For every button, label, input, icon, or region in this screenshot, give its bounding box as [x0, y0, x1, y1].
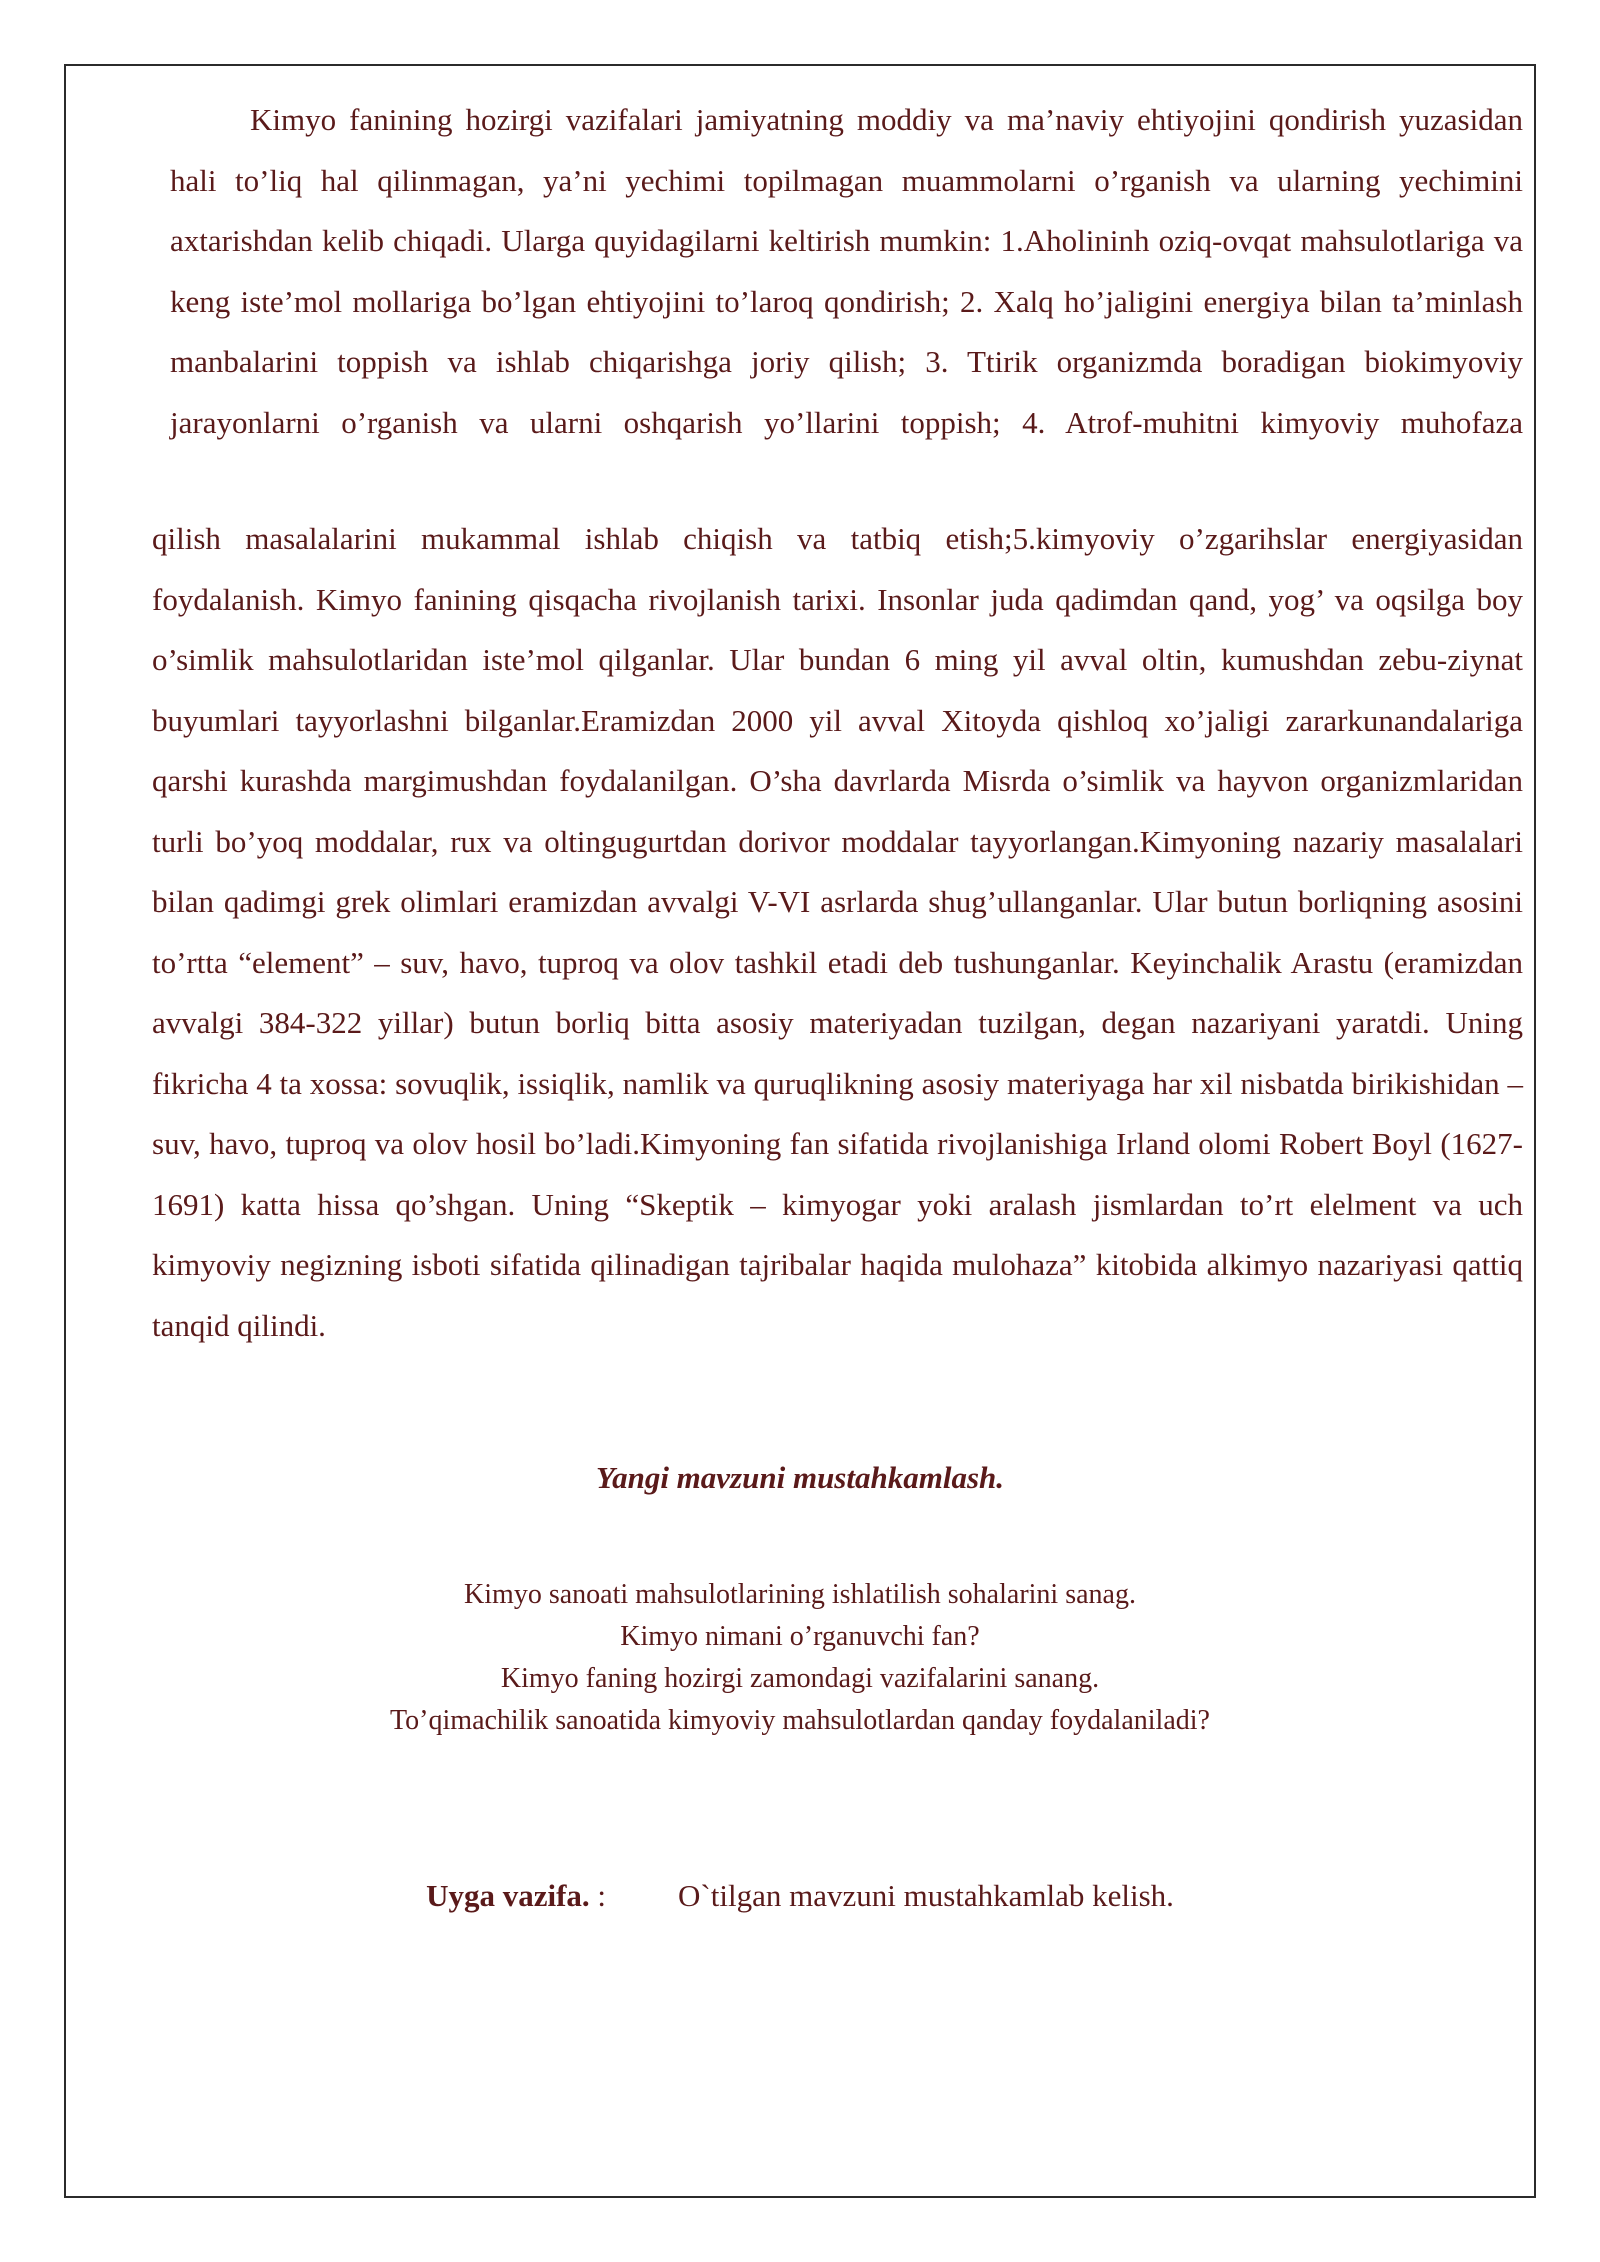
question-item: Kimyo faning hozirgi zamondagi vazifalarini sanang. [500, 1663, 1100, 1694]
homework-text: O`tilgan mavzuni mustahkamlab kelish. [678, 1878, 1174, 1913]
homework-label: Uyga vazifa. [426, 1878, 590, 1913]
homework-line [0, 1878, 1600, 1914]
history-paragraph: qilish masalalarini mukammal ishlab chiqish va tatbiq etish;5.kimyoviy o’zgarihslar energiyasidan foydalanish. Kimyo fanining qisqacha rivojlanish tarixi. Insonlar juda qadimdan qand, yog’ va oqsilga boy o’simlik mahsulotlaridan iste’mol qilganlar. Ular bundan 6 ming yil avval oltin, kumushdan zebu-ziynat buyumlari tayyorlashni bilganlar.Eramizdan 2000 yil avval Xitoyda qishloq xo’jaligi zararkunandalariga qarshi kurashda margimushdan foydalanilgan. O’sha davrlarda Misrda o’simlik va hayvon organizmlaridan turli bo’yoq moddalar, rux va oltingugurtdan dorivor moddalar tayyorlangan.Kimyoning nazariy masalalari bilan qadimgi grek olimlari eramizdan avvalgi V-VI asrlarda shug’ullanganlar. Ular butun borliqning asosini to’rtta “element” – suv, havo, tuproq va olov tashkil etadi deb tushunganlar. Keyinchalik Arastu (eramizdan avvalgi 384-322 yillar) butun borliq bitta asosiy materiyadan tuzilgan, degan nazariyani yaratdi. Uning fikricha 4 ta xossa: sovuqlik, issiqlik, namlik va quruqlikning asosiy materiyaga har xil nisbatda birikishidan – suv, havo, tuproq va olov hosil bo’ladi.Kimyoning fan sifatida rivojlanishiga Irland olomi Robert Boyl (1627-1691) katta hissa qo’shgan. Uning “Skeptik – kimyogar yoki aralash jismlardan to’rt elelment va uch kimyoviy negizning isboti sifatida qilinadigan tajribalar haqida mulohaza” kitobida alkimyo nazariyasi qattiq tanqid qilindi. [152, 521, 1523, 1343]
homework-separator: : [597, 1878, 607, 1913]
review-questions-list [0, 1574, 1600, 1742]
intro-paragraph: Kimyo fanining hozirgi vazifalari jamiyatning moddiy va ma’naviy ehtiyojini qondirish yuzasidan hali to’liq hal qilinmagan, ya’ni yechimi topilmagan muammolarni o’rganish va ularning yechimini axtarishdan kelib chiqadi. Ularga quyidagilarni keltirish mumkin: 1.Aholininh oziq-ovqat mahsulotlariga va keng iste’mol mollariga bo’lgan ehtiyojini to’laroq qondirish; 2. Xalq ho’jaligini energiya bilan ta’minlash manbalarini toppish va ishlab chiqarishga joriy qilish; 3. Ttirik organizmda boradigan biokimyoviy jarayonlarni o’rganish va ularni oshqarish yo’llarini toppish; 4. Atrof-muhitni kimyoviy muhofaza [170, 102, 1523, 440]
question-item: Kimyo nimani o’rganuvchi fan? [620, 1621, 980, 1652]
section-heading: Yangi mavzuni mustahkamlash. [595, 1460, 1005, 1495]
question-item: Kimyo sanoati mahsulotlarining ishlatilish sohalarini sanag. [464, 1579, 1136, 1610]
question-item: To’qimachilik sanoatida kimyoviy mahsulotlardan qanday foydalaniladi? [390, 1705, 1210, 1736]
